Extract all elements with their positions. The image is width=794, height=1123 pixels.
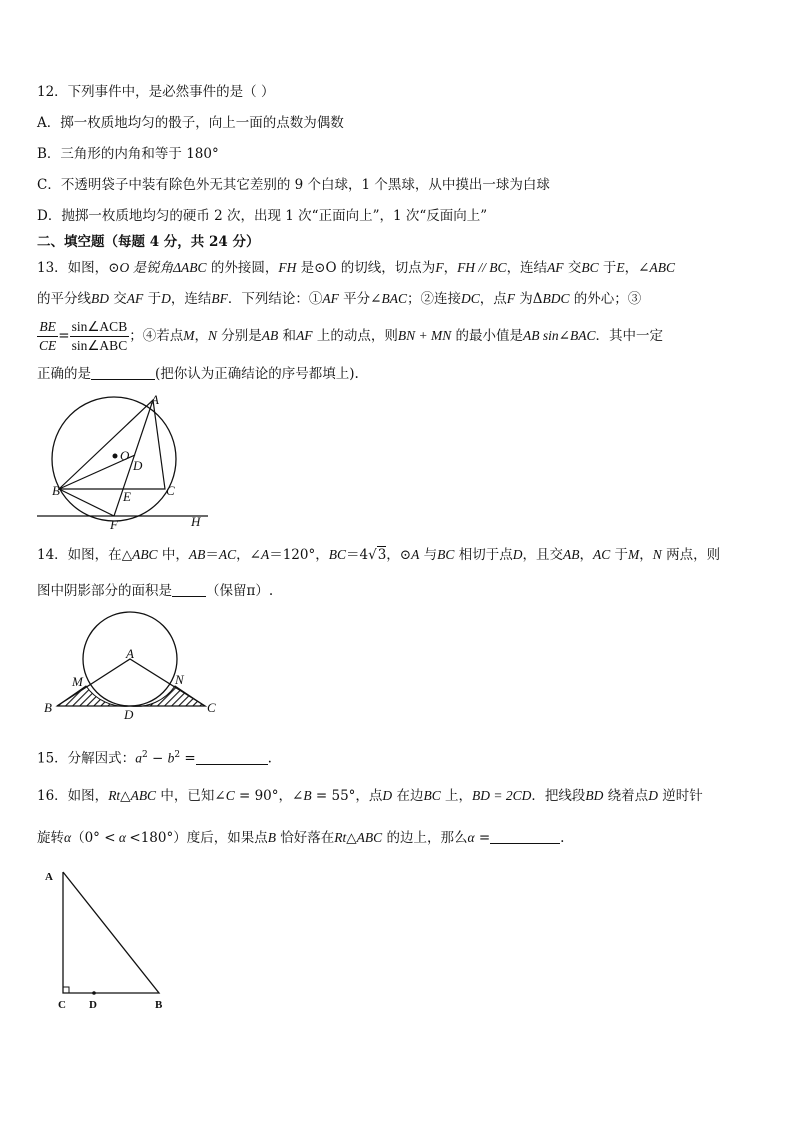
section-heading: 二、填空题（每题 4 分，共 24 分） [37,234,260,250]
q14-line1: 14．如图，在△ABC 中，AB＝AC，∠A＝120°，BC＝4√3，⊙A 与BC 相切于点D，且交AB，AC 于M，N 两点，则 [37,547,721,563]
label-m: M [72,674,83,689]
label-n: N [175,672,184,687]
q13-line3: $\frac{BE}{CE}$ = $\frac{\text{sin∠ACB}}{\text{sin∠ABC}}$ ；④若点M，N 分别是AB 和AF 上的动点，则BN + MN 的最小值是AB sin∠BAC．其中一定 [39,319,663,353]
q16-line2: 旋转α（0° < α <180°）度后，如果点B 恰好落在Rt△ABC 的边上，那么α = . [37,830,565,846]
label-c: C [166,483,175,498]
right-triangle-abc [63,872,159,993]
q13-line4: 正确的是 (把你认为正确结论的序号都填上). [37,366,359,382]
point-d [92,991,96,995]
q13-line2: 的平分线BD 交AF 于D，连结BF．下列结论：①AF 平分∠BAC；②连接DC，点F 为ΔBDC 的外心；③ [37,291,642,307]
label-a: A [151,392,159,407]
label-f: F [110,517,118,532]
label-d-16: D [89,999,97,1011]
label-b: B [52,483,60,498]
label-b-16: B [155,999,163,1011]
q12-option-d: D．抛掷一枚质地均匀的硬币 2 次，出现 1 次“正面向上”，1 次“反面向上” [37,208,488,224]
q12-option-a: A．掷一枚质地均匀的骰子，向上一面的点数为偶数 [37,115,344,131]
label-a-16: A [45,871,53,883]
q13-line1: 13．如图，⊙O 是锐角ΔABC 的外接圆，FH 是⊙O 的切线，切点为F，FH // BC，连结AF 交BC 于E，∠ABC [37,260,675,276]
label-e: E [123,489,131,504]
label-o: O [120,448,130,463]
q12-option-b: B．三角形的内角和等于 180° [37,146,219,162]
fraction-sin-ratio: $\frac{\text{sin∠ACB}}{\text{sin∠ABC}}$ [71,319,128,353]
q12-option-c: C．不透明袋子中装有除色外无其它差别的 9 个白球，1 个黑球，从中摸出一球为白球 [37,177,550,193]
q15-line: 15．分解因式：$a^2 - b^2$ = . [37,750,272,767]
label-d: D [133,458,143,473]
label-c-16: C [58,999,66,1011]
q16-line1: 16．如图，Rt△ABC 中，已知∠C = 90°，∠B = 55°，点D 在边BC 上，BD = 2CD．把线段BD 绕着点D 逆时针 [37,788,703,804]
fraction-be-ce: $\frac{BE}{CE}$ [39,319,57,353]
label-a-14: A [126,646,134,661]
right-angle-mark [63,987,69,993]
q14-line2: 图中阴影部分的面积是 （保留π）. [37,583,274,599]
q12-stem: 12．下列事件中，是必然事件的是（ ） [37,84,275,100]
label-d-14: D [124,707,134,722]
label-h: H [191,514,201,529]
label-b-14: B [44,700,52,715]
label-c-14: C [207,700,216,715]
